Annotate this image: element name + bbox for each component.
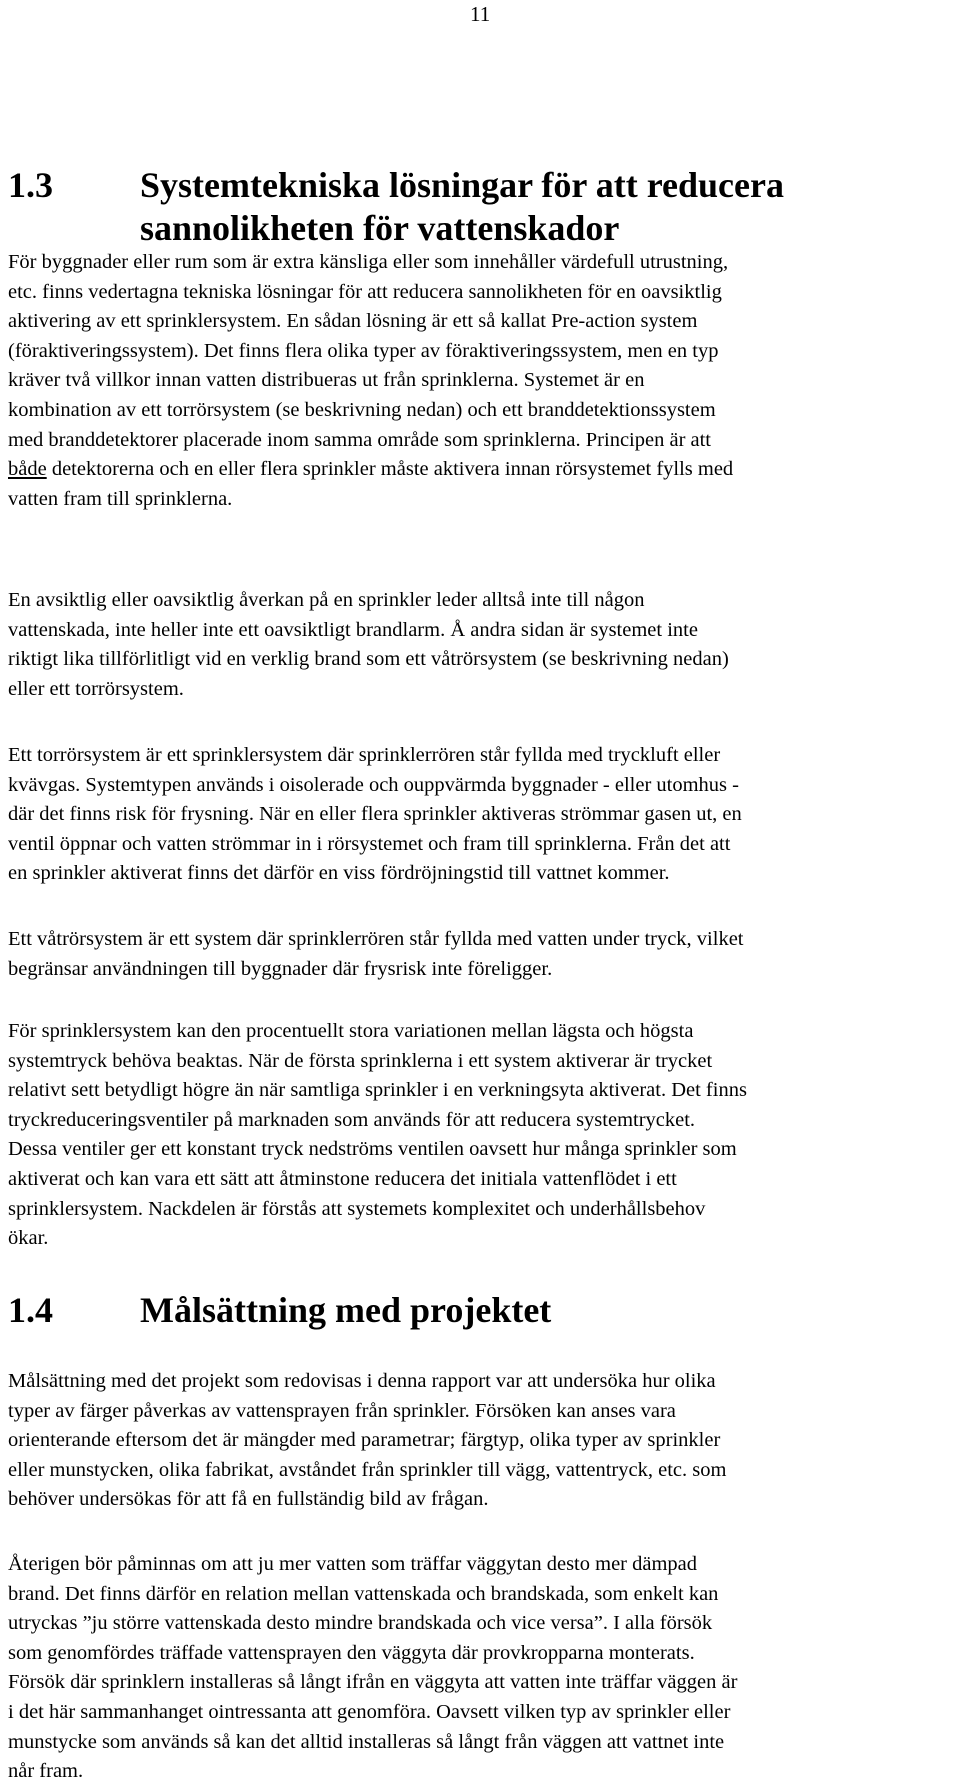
text-line: orienterande eftersom det är mängder med parametrar; färgtyp, olika typer av sprinkler	[8, 1429, 721, 1452]
emphasized-word: både	[8, 458, 47, 481]
text-line: brand. Det finns därför en relation mellan vattenskada och brandskada, som enkelt kan	[8, 1582, 719, 1605]
text-line: För sprinklersystem kan den procentuellt stora variationen mellan lägsta och högsta	[8, 1020, 694, 1042]
text-line: behöver undersökas för att få en fullständig bild av frågan.	[8, 1488, 489, 1511]
text-line: systemtryck behöva beaktas. När de första sprinklerna i ett system aktiverar är trycket	[8, 1049, 713, 1072]
text-line: Försök där sprinklern installeras så långt ifrån en väggyta att vatten inte träffar väggen är	[8, 1671, 738, 1694]
text-line: sprinklersystem. Nackdelen är förstås att systemets komplexitet och underhållsbehov	[8, 1197, 706, 1220]
text-line: kräver två villkor innan vatten distribueras ut från sprinklerna. Systemet är en	[8, 369, 645, 392]
page-number: 11	[470, 2, 491, 26]
text-line: med branddetektorer placerade inom samma område som sprinklerna. Principen är att	[8, 428, 712, 451]
section-title	[140, 1289, 940, 1332]
text-line: etc. finns vedertagna tekniska lösningar för att reducera sannolikheten för en oavsiktlig	[8, 280, 722, 303]
text-line: Återigen bör påminnas om att ju mer vatten som träffar väggytan desto mer dämpad	[8, 1553, 698, 1575]
text-line: Ett torrörsystem är ett sprinklersystem där sprinklerrören står fyllda med tryckluft eller	[8, 744, 721, 766]
text-line: i det här sammanhanget ointressanta att genomföra. Oavsett vilken typ av sprinkler eller	[8, 1700, 731, 1723]
text-line: relativt sett betydligt högre än när samtliga sprinkler i en verkningsyta aktiverat. Det finns	[8, 1079, 747, 1102]
text-line: en sprinkler aktiverat finns det därför en viss fördröjningstid till vattnet kommer.	[8, 862, 670, 885]
text-line: För byggnader eller rum som är extra känsliga eller som innehåller värdefull utrustning,	[8, 251, 729, 273]
text-line: aktivering av ett sprinklersystem. En sådan lösning är ett så kallat Pre-action system	[8, 310, 698, 333]
text-line: eller ett torrörsystem.	[8, 677, 184, 700]
text-line: typer av färger påverkas av vattensprayen från sprinkler. Försöken kan anses vara	[8, 1399, 676, 1422]
text-line: aktiverat och kan vara ett sätt att åtminstone reducera det initiala vattenflödet i ett	[8, 1167, 677, 1190]
text-line: En avsiktlig eller oavsiktlig åverkan på en sprinkler leder alltså inte till någon	[8, 589, 645, 611]
text-line: ökar.	[8, 1227, 49, 1250]
section-title-line: Systemtekniska lösningar för att reducera	[140, 165, 784, 205]
text-line: kombination av ett torrörsystem (se beskrivning nedan) och ett branddetektionssystem	[8, 398, 716, 421]
text-segment: detektorerna och en eller flera sprinkler måste aktivera innan rörsystemet fylls med	[46, 458, 734, 481]
section-number: 1.4	[8, 1290, 53, 1330]
text-line: Dessa ventiler ger ett konstant tryck nedströms ventilen oavsett hur många sprinkler som	[8, 1138, 737, 1161]
text-line: begränsar användningen till byggnader där frysrisk inte föreligger.	[8, 957, 553, 980]
text-line: kvävgas. Systemtypen används i oisolerade och ouppvärmda byggnader - eller utomhus -	[8, 773, 739, 796]
section-title-line: Målsättning med projektet	[140, 1290, 552, 1330]
paragraph	[8, 586, 948, 704]
text-line: tryckreduceringsventiler på marknaden som används för att reducera systemtrycket.	[8, 1108, 696, 1131]
text-line: där det finns risk för frysning. När en eller flera sprinkler aktiveras strömmar gasen ut, en	[8, 803, 742, 826]
text-line: riktigt lika tillförlitligt vid en verklig brand som ett våtrörsystem (se beskrivning nedan)	[8, 648, 729, 671]
section-title	[140, 164, 940, 250]
section-number: 1.3	[8, 165, 53, 205]
text-line: Målsättning med det projekt som redovisas i denna rapport var att undersöka hur olika	[8, 1370, 716, 1392]
text-line: (föraktiveringssystem). Det finns flera olika typer av föraktiveringssystem, men en typ	[8, 339, 719, 362]
paragraph	[8, 741, 948, 889]
paragraph	[8, 1017, 948, 1254]
paragraph	[8, 1367, 948, 1515]
section-title-line: sannolikheten för vattenskador	[140, 208, 620, 248]
text-line: ventil öppnar och vatten strömmar in i rörsystemet och fram till sprinklerna. Från det att	[8, 832, 731, 855]
text-line: vatten fram till sprinklerna.	[8, 487, 233, 510]
text-line: munstycke som används så kan det alltid installeras så långt från väggen att vattnet inte	[8, 1730, 725, 1753]
text-line: vattenskada, inte heller inte ett oavsiktligt brandlarm. Å andra sidan är systemet inte	[8, 618, 698, 641]
text-line: som genomfördes träffade vattensprayen den väggyta där provkropparna monterats.	[8, 1641, 695, 1664]
paragraph	[8, 248, 948, 514]
text-line: utryckas ”ju större vattenskada desto mindre brandskada och vice versa”. I alla försök	[8, 1612, 713, 1635]
paragraph	[8, 1550, 948, 1787]
text-line: Ett våtrörsystem är ett system där sprinklerrören står fyllda med vatten under tryck, vilket	[8, 928, 744, 950]
paragraph	[8, 925, 948, 984]
text-line: eller munstycken, olika fabrikat, avståndet från sprinkler till vägg, vattentryck, etc. som	[8, 1458, 727, 1481]
text-line	[8, 455, 948, 485]
text-line: når fram.	[8, 1760, 84, 1783]
